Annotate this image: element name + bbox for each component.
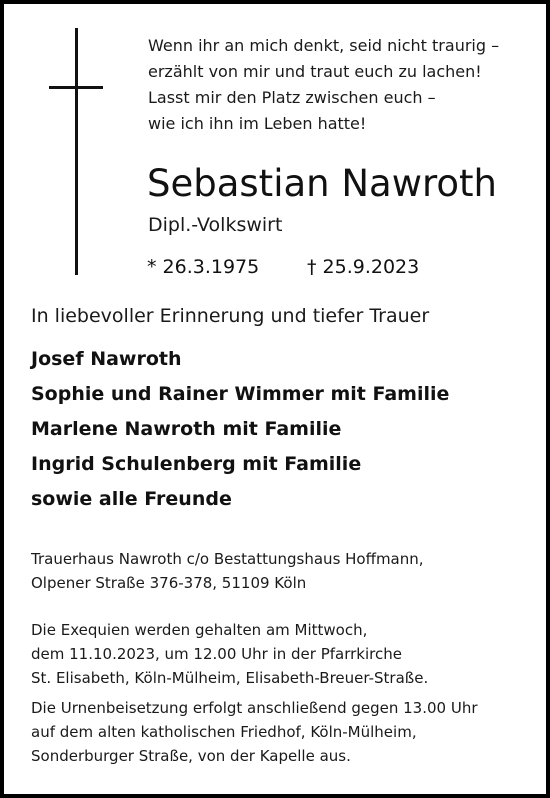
poem-line: wie ich ihn im Leben hatte! [148,114,367,133]
mourners-list [31,342,449,517]
poem [148,33,538,137]
mourner-name: Sophie und Rainer Wimmer mit Familie [31,383,450,405]
burial-line: auf dem alten katholischen Friedhof, Köln-Mülheim, [31,723,417,741]
service-line: Die Exequien werden gehalten am Mittwoch, [31,621,368,639]
mourning-house-address [31,547,424,595]
life-dates [147,254,420,280]
cross-vertical-bar [75,28,78,275]
poem-line: erzählt von mir und traut euch zu lachen! [148,62,482,81]
burial-line: Die Urnenbeisetzung erfolgt anschließend gegen 13.00 Uhr [31,699,478,717]
death-date: † 25.9.2023 [307,256,420,278]
obituary-card [4,4,546,794]
urn-burial-info [31,696,478,768]
mourner-name: sowie alle Freunde [31,488,232,510]
poem-line: Lasst mir den Platz zwischen euch – [148,88,436,107]
service-line: St. Elisabeth, Köln-Mülheim, Elisabeth-Breuer-Straße. [31,669,429,687]
deceased-title: Dipl.-Volkswirt [148,214,283,236]
birth-date: * 26.3.1975 [147,256,260,278]
address-line: Trauerhaus Nawroth c/o Bestattungshaus Hoffmann, [31,550,424,568]
deceased-name: Sebastian Nawroth [147,162,497,205]
cross-horizontal-bar [49,86,103,89]
mourner-name: Josef Nawroth [31,348,182,370]
burial-line: Sonderburger Straße, von der Kapelle aus. [31,747,351,765]
poem-line: Wenn ihr an mich denkt, seid nicht traurig – [148,36,500,55]
funeral-service-info [31,618,428,690]
mourner-name: Marlene Nawroth mit Familie [31,418,342,440]
service-line: dem 11.10.2023, um 12.00 Uhr in der Pfarrkirche [31,645,402,663]
mourning-intro: In liebevoller Erinnerung und tiefer Trauer [31,305,430,327]
address-line: Olpener Straße 376-378, 51109 Köln [31,574,307,592]
mourner-name: Ingrid Schulenberg mit Familie [31,453,362,475]
